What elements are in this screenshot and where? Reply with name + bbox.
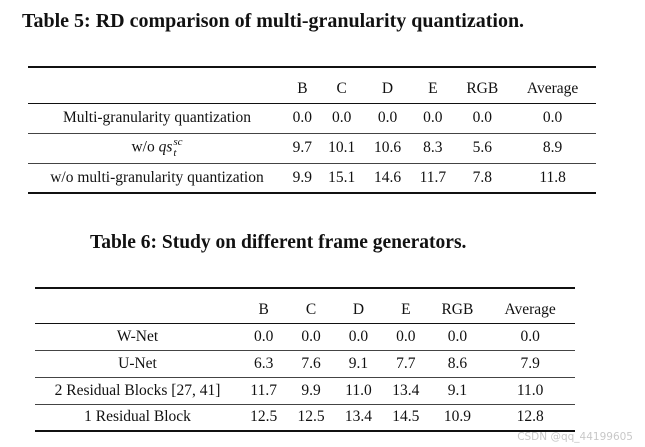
- table-cell: 7.6: [287, 350, 334, 377]
- table-cell: 9.9: [287, 377, 334, 404]
- table-cell: 12.8: [485, 404, 575, 431]
- math-scripts: [173, 137, 182, 159]
- table-cell: 9.1: [335, 350, 382, 377]
- math-superscript: sc: [173, 136, 183, 148]
- table-cell: 11.0: [335, 377, 382, 404]
- table-cell: 0.0: [423, 109, 443, 126]
- table-row: [35, 323, 575, 350]
- table-cell: 12.5: [287, 404, 334, 431]
- table-cell: 15.1: [319, 163, 365, 193]
- table-row: [35, 377, 575, 404]
- table-cell: 8.6: [430, 350, 486, 377]
- header-cell: E: [410, 67, 455, 103]
- table-cell: 9.7: [286, 133, 319, 163]
- table-cell: 0.0: [377, 109, 398, 126]
- row-label: w/o multi-granularity quantization: [28, 163, 286, 193]
- header-cell: D: [365, 67, 411, 103]
- header-cell: D: [335, 288, 382, 323]
- row-label: [28, 133, 286, 163]
- table-cell: 14.6: [365, 163, 411, 193]
- table-cell: 0.0: [254, 327, 274, 345]
- table-cell: 0.0: [447, 327, 468, 345]
- table-cell: 11.0: [485, 377, 575, 404]
- table-cell: 0.0: [331, 109, 352, 126]
- header-cell: B: [286, 67, 319, 103]
- math-subscript: t: [173, 147, 177, 159]
- table-cell: 0.0: [396, 327, 416, 345]
- header-cell: RGB: [455, 67, 509, 103]
- table-6-header-row: [35, 288, 575, 323]
- table-cell: 5.6: [455, 133, 509, 163]
- math-symbol: qs: [158, 138, 173, 156]
- table-5-caption: Table 5: RD comparison of multi-granularity quantization.: [22, 10, 525, 32]
- header-cell: C: [319, 67, 365, 103]
- table-cell: 8.9: [509, 133, 596, 163]
- table-cell: 10.6: [365, 133, 411, 163]
- table-cell: 0.0: [542, 109, 563, 126]
- header-cell: Average: [485, 288, 575, 323]
- row-label-prefix: w/o: [131, 138, 155, 156]
- table-cell: 0.0: [301, 327, 321, 345]
- header-cell: Average: [509, 67, 596, 103]
- table-cell: 0.0: [292, 109, 313, 126]
- table-cell: 0.0: [472, 109, 492, 126]
- header-cell: C: [287, 288, 334, 323]
- table-cell: 11.7: [240, 377, 287, 404]
- table-6: [35, 287, 575, 432]
- row-label: 2 Residual Blocks [27, 41]: [35, 377, 240, 404]
- header-cell: RGB: [430, 288, 486, 323]
- table-cell: 12.5: [240, 404, 287, 431]
- table-row: [28, 163, 596, 193]
- row-label: 1 Residual Block: [35, 404, 240, 431]
- watermark-text: CSDN @qq_44199605: [517, 431, 633, 443]
- table-row: [35, 404, 575, 431]
- table-cell: 0.0: [520, 327, 540, 345]
- table-cell: 6.3: [240, 350, 287, 377]
- header-cell: B: [240, 288, 287, 323]
- table-cell: 13.4: [382, 377, 429, 404]
- table-cell: 7.8: [455, 163, 509, 193]
- table-cell: 10.9: [430, 404, 486, 431]
- header-cell: E: [382, 288, 429, 323]
- table-5: [28, 66, 596, 194]
- table-cell: 11.8: [509, 163, 596, 193]
- table-cell: 14.5: [382, 404, 429, 431]
- table-cell: 11.7: [410, 163, 455, 193]
- table-row: [28, 103, 596, 133]
- row-label: W-Net: [116, 327, 159, 345]
- table-row: [35, 350, 575, 377]
- table-cell: 7.9: [485, 350, 575, 377]
- table-cell: 9.9: [286, 163, 319, 193]
- header-cell: [28, 67, 286, 103]
- table-cell: 13.4: [335, 404, 382, 431]
- table-cell: 7.7: [382, 350, 429, 377]
- header-cell: [35, 288, 240, 323]
- row-label: U-Net: [35, 350, 240, 377]
- table-5-header-row: [28, 67, 596, 103]
- table-cell: 0.0: [348, 327, 369, 345]
- table-6-caption: Table 6: Study on different frame generators.: [90, 232, 467, 253]
- table-row: [28, 133, 596, 163]
- row-label: Multi-granularity quantization: [62, 109, 252, 126]
- table-cell: 10.1: [319, 133, 365, 163]
- table-cell: 8.3: [410, 133, 455, 163]
- table-cell: 9.1: [430, 377, 486, 404]
